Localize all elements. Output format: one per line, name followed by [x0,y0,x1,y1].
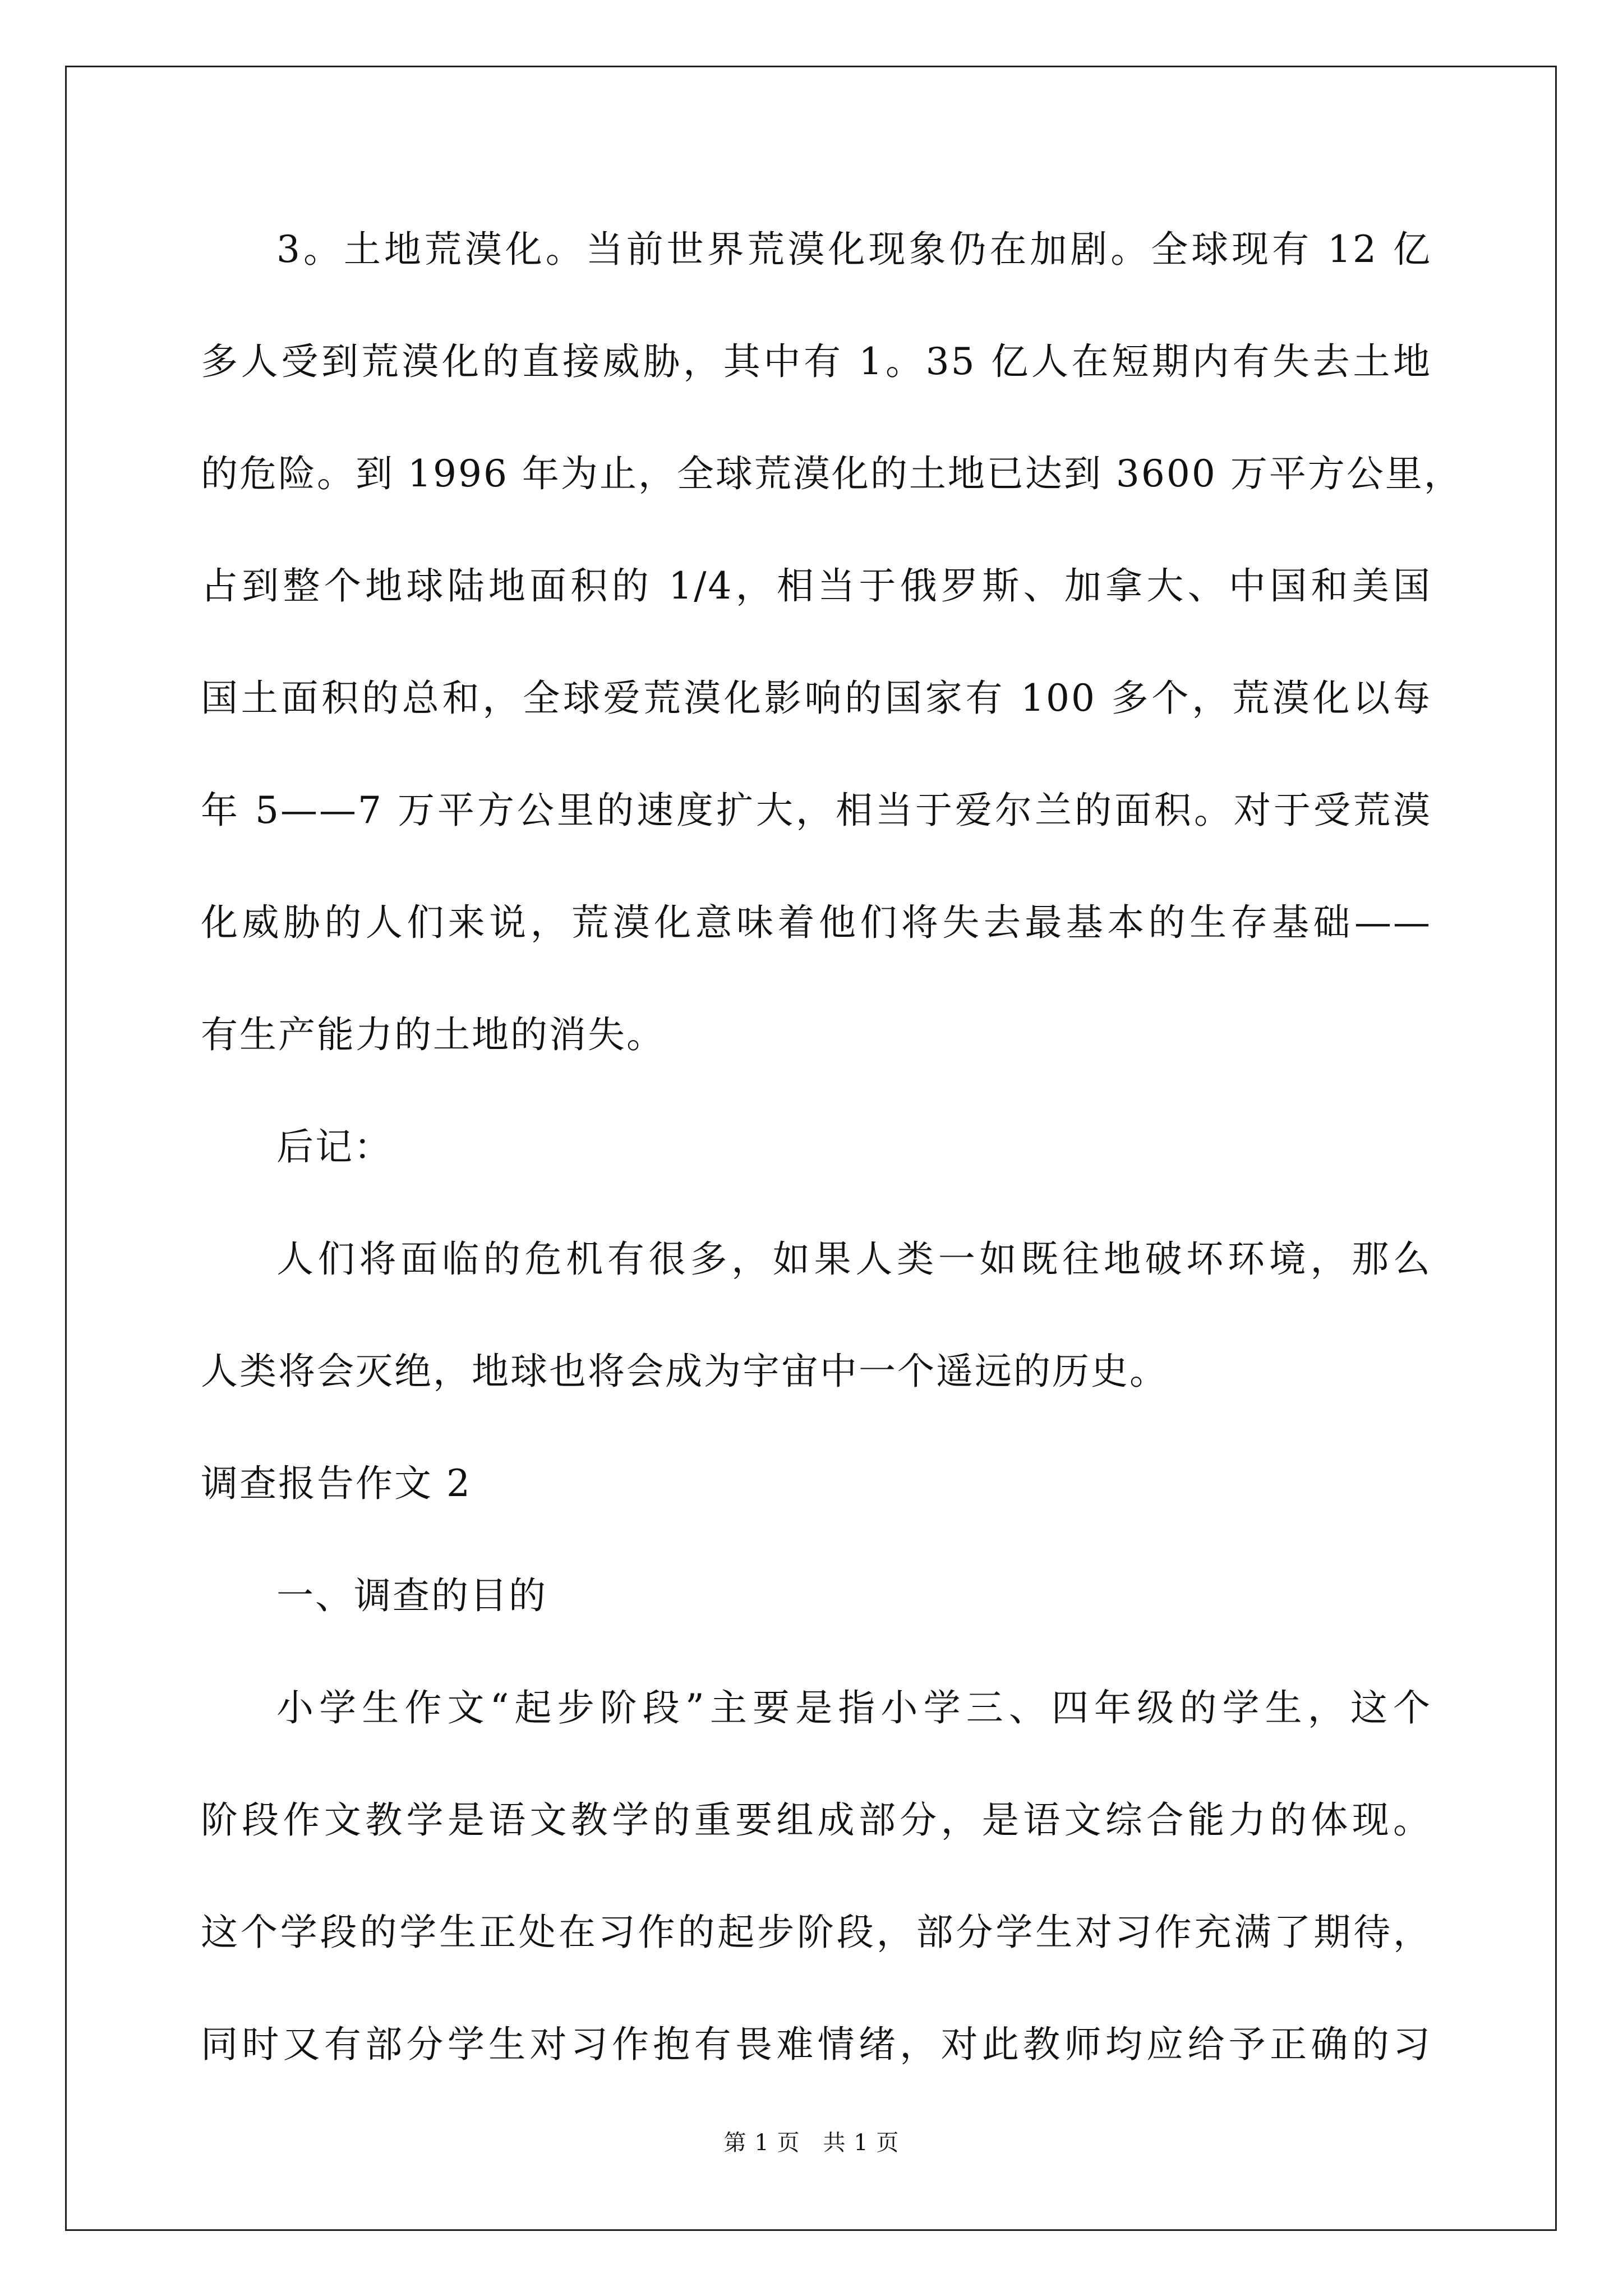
section-title: 调查报告作文 2 [201,1462,472,1505]
subsection-heading: 一、调查的目的 [276,1574,547,1617]
page-footer: 第 1 页 共 1 页 [723,2130,900,2156]
paragraph-line: 人类将会灭绝，地球也将会成为宇宙中一个遥远的历史。 [201,1350,1168,1393]
paragraph-line: 人们将面临的危机有很多，如果人类一如既往地破坏环境，那么 [276,1237,1432,1281]
paragraph-line: 3。土地荒漠化。当前世界荒漠化现象仍在加剧。全球现有 12 亿 [276,228,1432,271]
paragraph-line: 同时又有部分学生对习作抱有畏难情绪，对此教师均应给予正确的习 [201,2023,1432,2066]
paragraph-line: 这个学段的学生正处在习作的起步阶段，部分学生对习作充满了期待， [201,1911,1432,1954]
document-body [201,222,1463,2129]
paragraph-line: 的危险。到 1996 年为止，全球荒漠化的土地已达到 3600 万平方公里， [201,452,1463,495]
paragraph-line: 阶段作文教学是语文教学的重要组成部分，是语文综合能力的体现。 [201,1798,1432,1842]
paragraph-line: 多人受到荒漠化的直接威胁，其中有 1。35 亿人在短期内有失去土地 [201,340,1432,383]
paragraph-line: 年 5——7 万平方公里的速度扩大，相当于爱尔兰的面积。对于受荒漠 [201,789,1432,832]
paragraph-line: 化威胁的人们来说，荒漠化意味着他们将失去最基本的生存基础—— [201,901,1432,944]
afterword-heading: 后记： [276,1125,393,1168]
paragraph-line: 小学生作文“起步阶段”主要是指小学三、四年级的学生，这个 [276,1686,1432,1729]
paragraph-line: 占到整个地球陆地面积的 1/4，相当于俄罗斯、加拿大、中国和美国 [201,564,1432,608]
paragraph-line: 国土面积的总和，全球爱荒漠化影响的国家有 100 多个，荒漠化以每 [201,677,1432,720]
paragraph-line: 有生产能力的土地的消失。 [201,1013,665,1056]
